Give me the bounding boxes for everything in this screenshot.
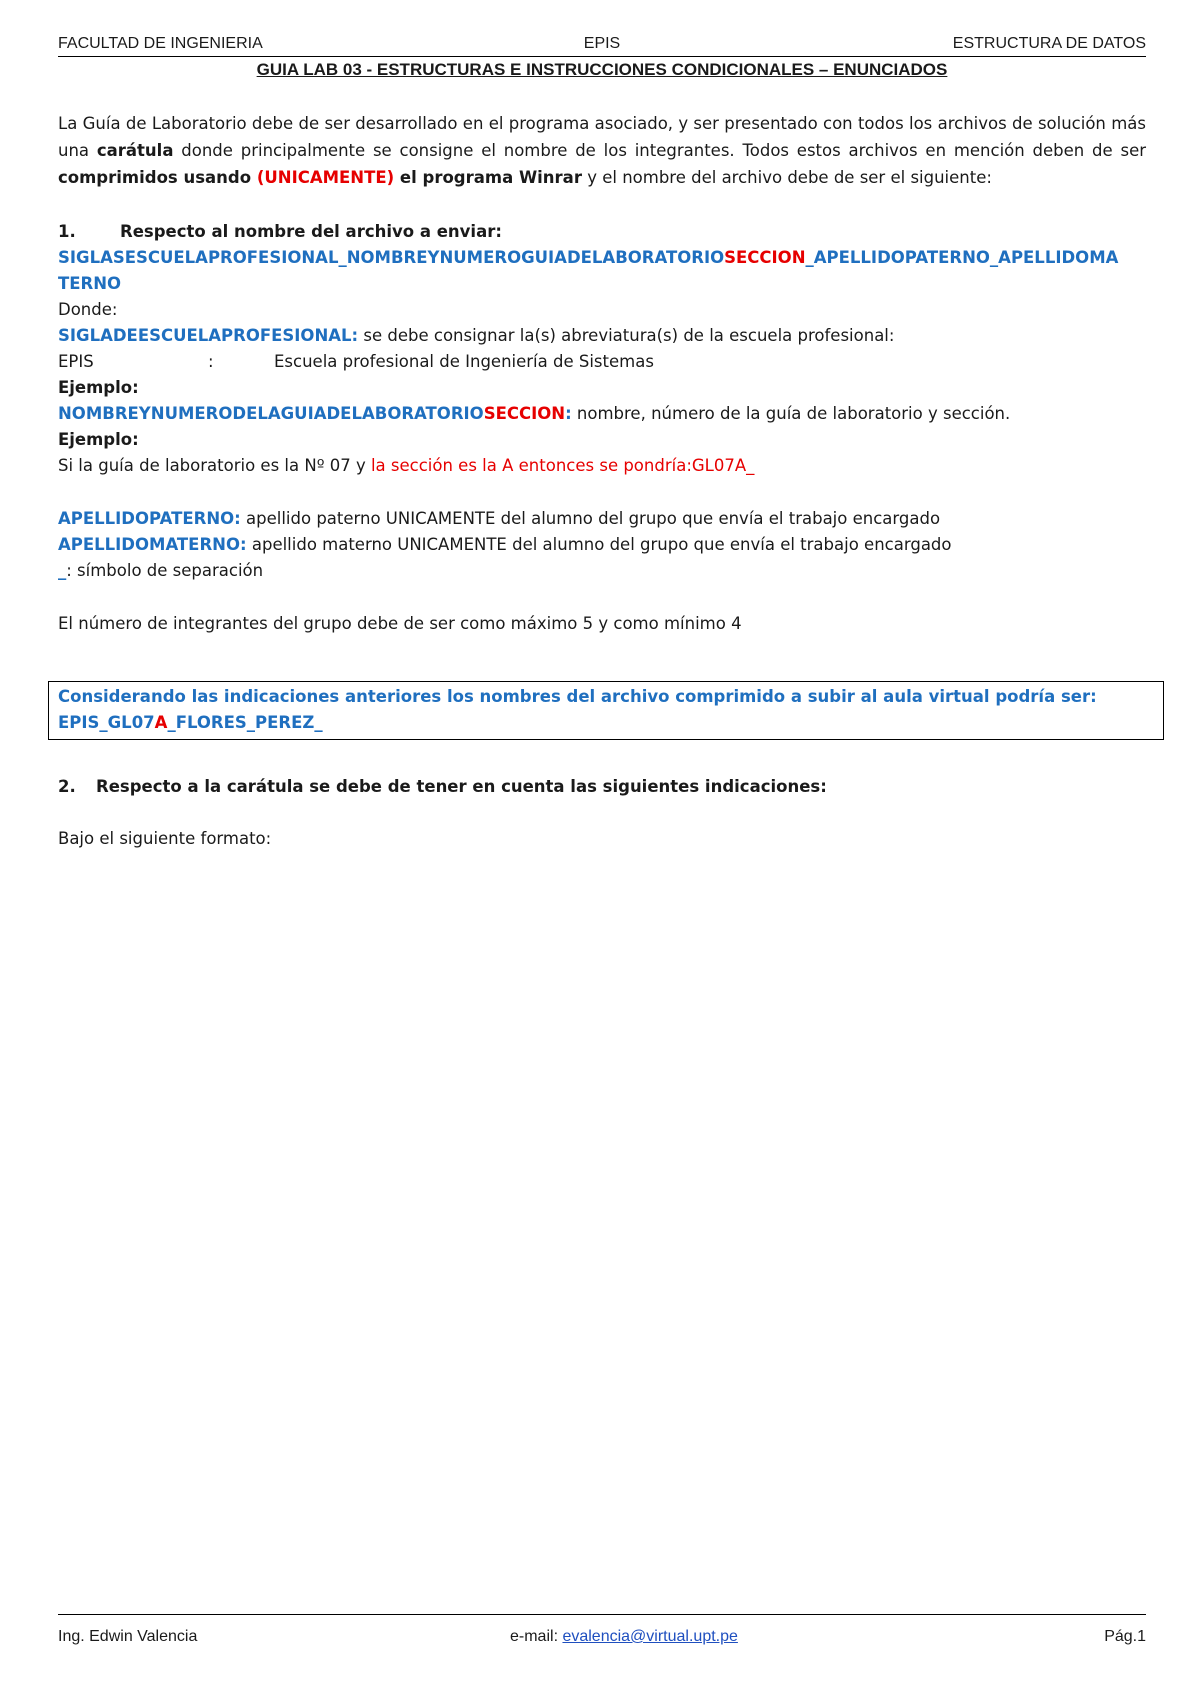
box-line-1: Considerando las indicaciones anteriores los nombres del archivo comprimido a subir al aula virtual podría ser: — [58, 687, 1097, 706]
members-note: El número de integrantes del grupo debe de ser como máximo 5 y como mínimo 4 — [58, 614, 742, 633]
intro-text-3: y el nombre del archivo debe de ser el siguiente: — [581, 168, 992, 187]
item-1-heading — [58, 218, 502, 245]
sigla-desc: se debe consignar la(s) abreviatura(s) de la escuela profesional: — [358, 326, 895, 345]
item-2-number: 2. — [58, 777, 76, 796]
materno-key: APELLIDOMATERNO: — [58, 535, 247, 554]
format-note: Bajo el siguiente formato: — [58, 829, 272, 848]
separator-desc: : símbolo de separación — [66, 561, 264, 580]
paterno-desc: apellido paterno UNICAMENTE del alumno del grupo que envía el trabajo encargado — [240, 509, 941, 528]
footer-divider — [58, 1614, 1146, 1615]
example-red-text: la sección es la A entonces se pondría:GL07A_ — [370, 456, 755, 475]
item-2-heading — [58, 773, 827, 800]
header-course: ESTRUCTURA DE DATOS — [952, 35, 1146, 52]
header-faculty: FACULTAD DE INGENIERIA — [58, 35, 263, 52]
footer-author: Ing. Edwin Valencia — [58, 1628, 198, 1645]
box-filename-part-1: EPIS_GL07 — [58, 713, 155, 732]
intro-bold-caratula: carátula — [96, 141, 174, 160]
nombre-key: NOMBREYNUMERODELAGUIADELABORATORIO — [58, 404, 484, 423]
filename-pattern-line2: TERNO — [58, 274, 122, 293]
footer-email-label: e-mail: — [510, 1628, 563, 1645]
example-text: Si la guía de laboratorio es la Nº 07 y — [58, 456, 371, 475]
filename-pattern-line1 — [58, 244, 1118, 271]
ejemplo-label-2: Ejemplo: — [58, 430, 139, 449]
document-title: GUIA LAB 03 - ESTRUCTURAS E INSTRUCCIONES CONDICIONALES – ENUNCIADOS — [256, 60, 948, 79]
item-1-number: 1. — [58, 222, 76, 241]
intro-paragraph — [58, 110, 1146, 191]
example-filename-box — [48, 681, 1164, 740]
item-1-label: Respecto al nombre del archivo a enviar: — [120, 222, 502, 241]
nombre-desc: nombre, número de la guía de laboratorio y sección. — [571, 404, 1011, 423]
epis-desc: Escuela profesional de Ingeniería de Sistemas — [274, 352, 654, 371]
email-link[interactable]: evalencia@virtual.upt.pe — [562, 1628, 738, 1645]
intro-text-1: La Guía de Laboratorio debe de ser desarrollado en el programa asociado, y ser presentado con todos los archivos de solución más una — [58, 114, 1146, 160]
epis-row — [58, 348, 1146, 375]
nombre-definition — [58, 400, 1010, 427]
box-filename-section: A — [154, 713, 168, 732]
epis-code: EPIS — [58, 352, 94, 371]
footer-page-number: Pág.1 — [1104, 1628, 1146, 1645]
nombre-colon: : — [565, 404, 572, 423]
intro-bold-winrar: el programa Winrar — [394, 168, 582, 187]
ejemplo-label-1: Ejemplo: — [58, 378, 139, 397]
box-filename-part-2: _FLORES_PEREZ_ — [167, 713, 323, 732]
header-school: EPIS — [583, 35, 621, 52]
materno-desc: apellido materno UNICAMENTE del alumno del grupo que envía el trabajo encargado — [246, 535, 952, 554]
pattern-part-3: _APELLIDOPATERNO_APELLIDOMA — [805, 248, 1119, 267]
page-header — [58, 30, 1146, 57]
sigla-key: SIGLADEESCUELAPROFESIONAL: — [58, 326, 359, 345]
box-line-2 — [58, 710, 323, 736]
sigla-definition — [58, 322, 894, 349]
intro-bold-comprimidos: comprimidos usando — [58, 168, 257, 187]
materno-definition — [58, 531, 952, 558]
example-line — [58, 452, 754, 479]
item-2-label: Respecto a la carátula se debe de tener en cuenta las siguientes indicaciones: — [96, 777, 827, 796]
separator-definition — [58, 557, 263, 584]
footer-email — [510, 1628, 738, 1646]
paterno-key: APELLIDOPATERNO: — [58, 509, 241, 528]
pattern-part-seccion: SECCION — [724, 248, 806, 267]
paterno-definition — [58, 505, 940, 532]
intro-text-2: donde principalmente se consigne el nombre de los integrantes. Todos estos archivos en mención deben de ser — [173, 141, 1147, 160]
epis-colon: : — [208, 352, 214, 371]
pattern-part-1: SIGLASESCUELAPROFESIONAL_NOMBREYNUMEROGUIADELABORATORIO — [58, 248, 725, 267]
donde-label: Donde: — [58, 300, 118, 319]
separator-key: _ — [58, 561, 67, 580]
nombre-seccion: SECCION — [483, 404, 566, 423]
intro-bold-unicamente: (UNICAMENTE) — [256, 168, 395, 187]
